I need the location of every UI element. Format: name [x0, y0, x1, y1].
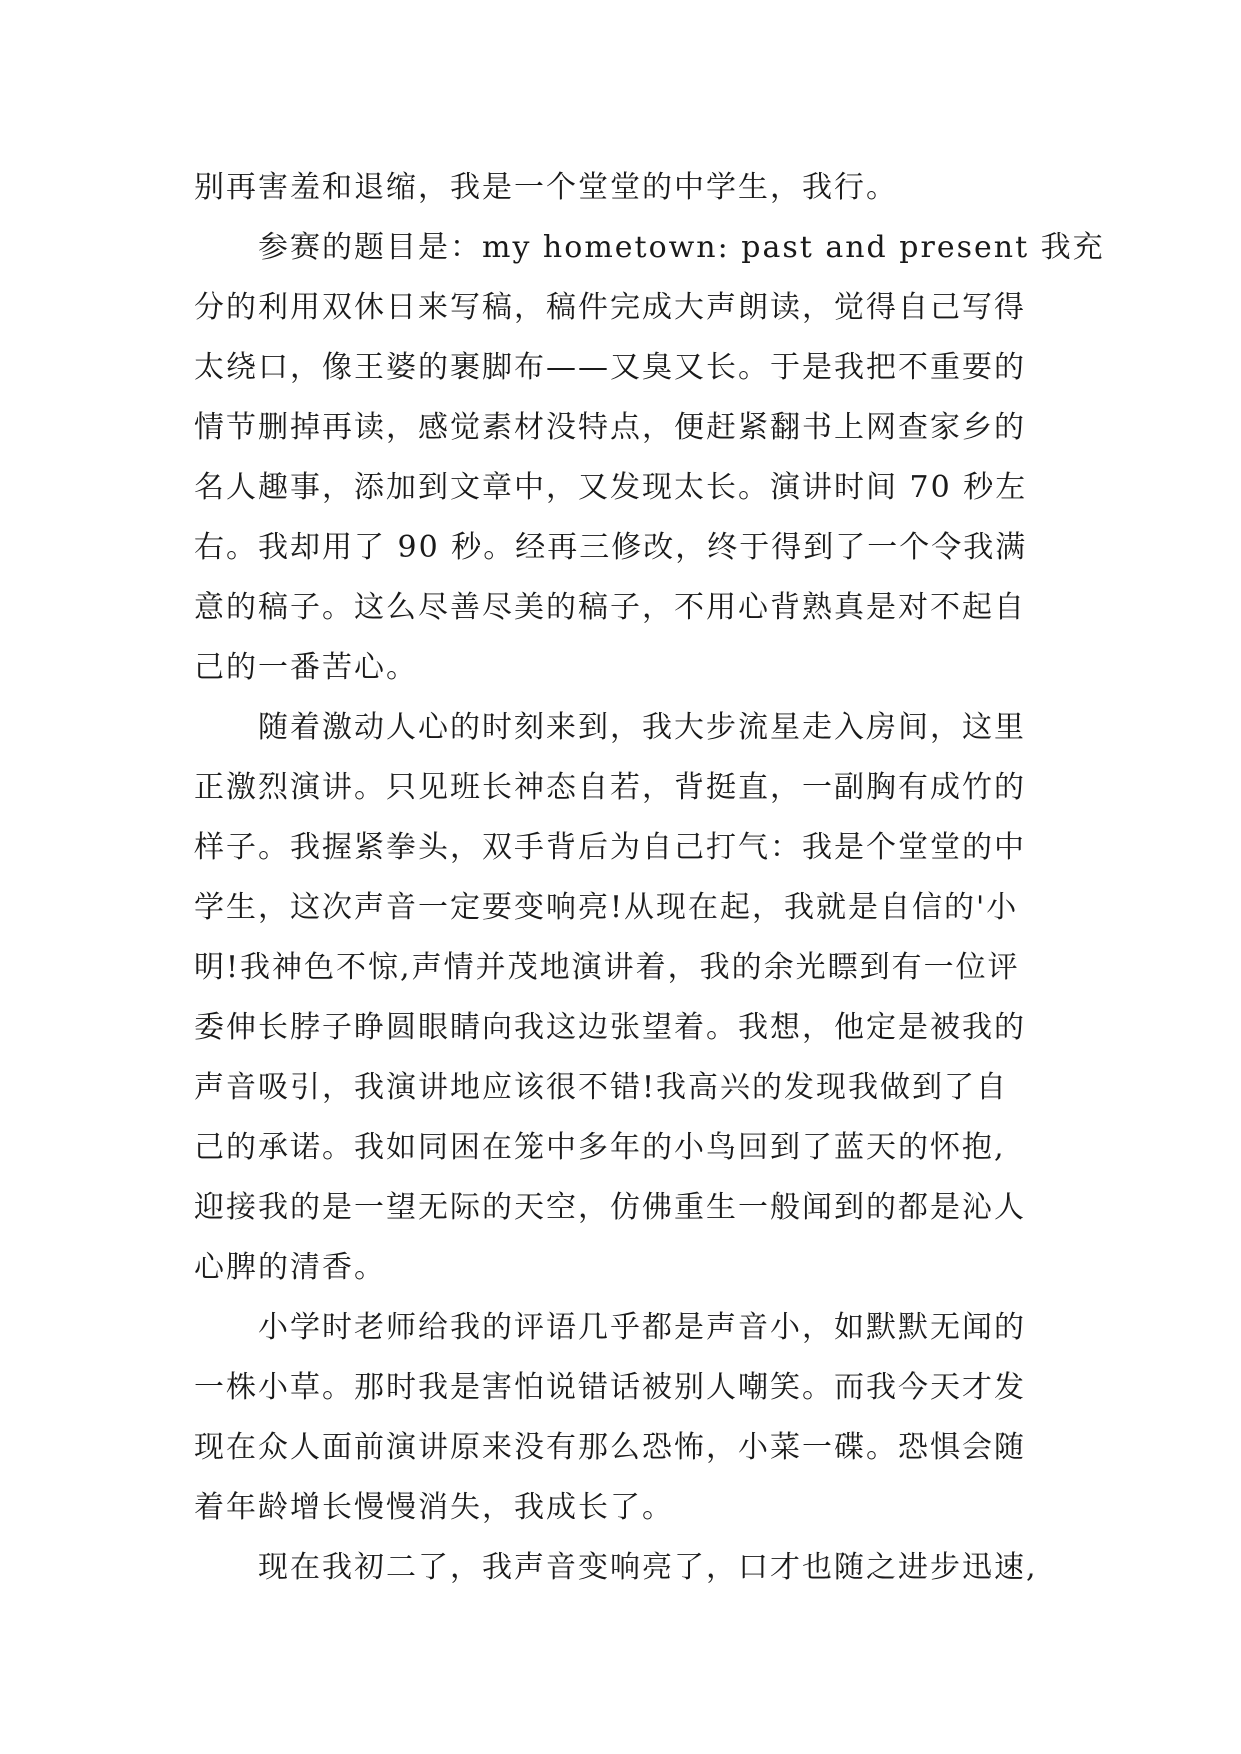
- document-body: [194, 158, 1105, 1598]
- text-line: 正激烈演讲。只见班长神态自若，背挺直，一副胸有成竹的: [194, 770, 1026, 805]
- text-line: 现在众人面前演讲原来没有那么恐怖，小菜一碟。恐惧会随: [194, 1430, 1026, 1465]
- paragraph-start-line: 随着激动人心的时刻来到，我大步流星走入房间，这里: [258, 710, 1026, 745]
- text-line: 分的利用双休日来写稿，稿件完成大声朗读，觉得自己写得: [194, 290, 1026, 325]
- text-line: 一株小草。那时我是害怕说错话被别人嘲笑。而我今天才发: [194, 1370, 1026, 1405]
- text-line: 着年龄增长慢慢消失，我成长了。: [194, 1490, 674, 1525]
- text-line: 明!我神色不惊,声情并茂地演讲着，我的余光瞟到有一位评: [194, 950, 1020, 985]
- text-line: 迎接我的是一望无际的天空，仿佛重生一般闻到的都是沁人: [194, 1190, 1026, 1225]
- text-line: 名人趣事，添加到文章中，又发现太长。演讲时间 70 秒左: [194, 470, 1028, 505]
- text-line: 意的稿子。这么尽善尽美的稿子，不用心背熟真是对不起自: [194, 590, 1026, 625]
- paragraph-start-line: 现在我初二了，我声音变响亮了，口才也随之进步迅速,: [258, 1550, 1038, 1585]
- text-line: 情节删掉再读，感觉素材没特点，便赶紧翻书上网查家乡的: [194, 410, 1026, 445]
- text-line: 己的承诺。我如同困在笼中多年的小鸟回到了蓝天的怀抱,: [194, 1130, 1006, 1165]
- paragraph-start-line: 参赛的题目是：my hometown: past and present 我充: [258, 230, 1105, 265]
- text-line: 学生，这次声音一定要变响亮!从现在起，我就是自信的'小: [194, 890, 1019, 925]
- text-line: 声音吸引，我演讲地应该很不错!我高兴的发现我做到了自: [194, 1070, 1009, 1105]
- text-line: 委伸长脖子睁圆眼睛向我这边张望着。我想，他定是被我的: [194, 1010, 1026, 1045]
- text-line: 右。我却用了 90 秒。经再三修改，终于得到了一个令我满: [194, 530, 1028, 565]
- text-line: 心脾的清香。: [194, 1250, 386, 1285]
- text-line: 样子。我握紧拳头，双手背后为自己打气：我是个堂堂的中: [194, 830, 1026, 865]
- text-line: 己的一番苦心。: [194, 650, 418, 685]
- text-line: 别再害羞和退缩，我是一个堂堂的中学生，我行。: [194, 170, 898, 205]
- paragraph-start-line: 小学时老师给我的评语几乎都是声音小，如默默无闻的: [258, 1310, 1026, 1345]
- text-line: 太绕口，像王婆的裹脚布——又臭又长。于是我把不重要的: [194, 350, 1026, 385]
